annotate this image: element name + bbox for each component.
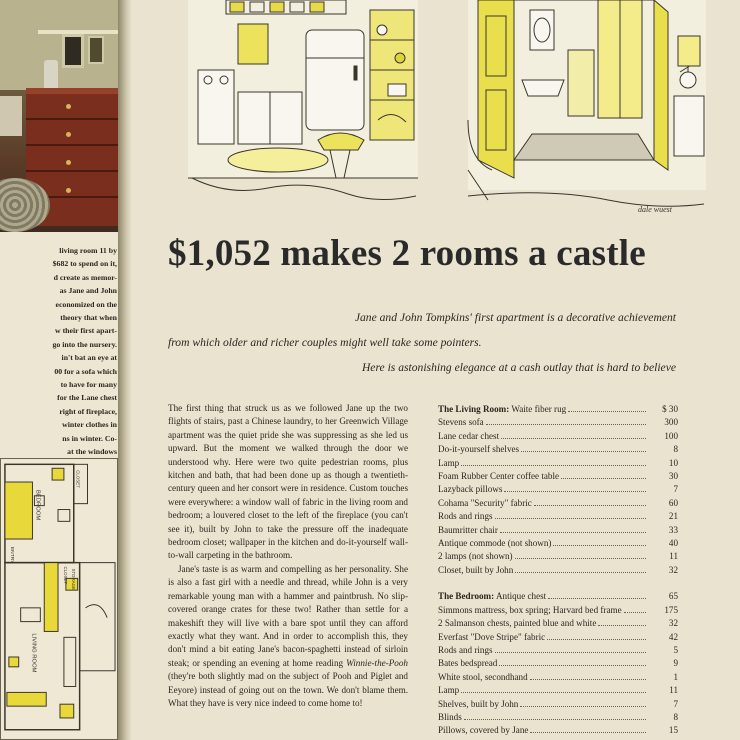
item-label: White stool, secondhand	[438, 671, 528, 682]
item-label: Lane cedar chest	[438, 430, 500, 441]
item-label: Rods and rings	[438, 511, 493, 522]
left-page-text: living room 11 by $682 to spend on it, d create as memor- as Jane and John economized on the theory that when w their first apart- go into the nursery. in't bat an eye at 00 for a sofa which to have for many for the Lane chest right of fireplace, winter clothes in ns in winter. Co- at the windows	[52, 246, 117, 457]
list-item	[438, 550, 678, 563]
list-item	[438, 644, 678, 657]
item-price: 42	[668, 631, 678, 642]
item-label: Baumritter chair	[438, 524, 498, 535]
item-price: 33	[668, 524, 678, 535]
floor-plan	[0, 458, 118, 740]
list-item	[438, 604, 678, 617]
item-label: Foam Rubber Center coffee table	[438, 471, 560, 482]
item-label: Blinds	[438, 711, 462, 722]
item-price: 60	[668, 497, 678, 508]
item-label: Lamp	[438, 457, 460, 468]
bedroom-photo	[0, 0, 122, 232]
section-heading-bedroom: The Bedroom:	[438, 591, 495, 602]
left-page	[0, 0, 122, 740]
list-item: The Bedroom: Antique chest 65	[438, 591, 678, 602]
item-price: 32	[668, 564, 678, 575]
section-heading-living-room: The Living Room:	[438, 404, 510, 414]
item-label: Rods and rings	[438, 644, 493, 655]
item-label: Stevens sofa	[438, 417, 484, 428]
item-label: Pillows, covered by Jane	[438, 725, 529, 736]
item-price: 5	[673, 644, 678, 655]
item-price: 21	[668, 511, 678, 522]
list-item	[438, 564, 678, 577]
list-item	[438, 711, 678, 724]
list-item	[438, 684, 678, 697]
item-price: 8	[673, 444, 678, 455]
apartment-illustration	[168, 0, 708, 218]
item-label: Lamp	[438, 685, 460, 696]
item-price: 7	[673, 484, 678, 495]
list-item	[438, 457, 678, 470]
list-item	[438, 671, 678, 684]
item-price: 32	[668, 618, 678, 629]
item-label: 2 Salmanson chests, painted blue and white	[438, 618, 597, 629]
list-item	[438, 657, 678, 670]
page-title: $1,052 makes 2 rooms a castle	[168, 233, 646, 274]
floor-plan-label-closet-2: CLOSET	[62, 566, 68, 585]
item-label: Everfast "Dove Stripe" fabric	[438, 631, 546, 642]
item-label: 2 lamps (not shown)	[438, 551, 513, 562]
item-label: Do-it-yourself shelves	[438, 444, 520, 455]
item-price: 1	[673, 671, 678, 682]
list-item	[438, 443, 678, 456]
item-label: Bates bedspread	[438, 658, 498, 669]
item-label: Shelves, built by John	[438, 698, 519, 709]
item-price: 40	[668, 538, 678, 549]
list-item	[438, 524, 678, 537]
item-price: 7	[673, 698, 678, 709]
item-label: Closet, built by John	[438, 564, 514, 575]
deck-line-3: Here is astonishing elegance at a cash outlay that is hard to believe	[361, 361, 676, 374]
list-item	[438, 416, 678, 429]
floor-plan-label-bedroom: BEDROOM	[34, 489, 41, 521]
list-item	[438, 470, 678, 483]
item-price: 100	[664, 430, 678, 441]
article-deck	[168, 305, 676, 380]
right-page	[132, 0, 740, 740]
book-title: Winnie-the-Pooh	[346, 657, 408, 668]
item-label: Cohama "Security" fabric	[438, 497, 532, 508]
item-price: 300	[664, 417, 678, 428]
deck-line-2: from which older and richer couples might well take some pointers.	[168, 336, 482, 349]
item-price: 9	[673, 658, 678, 669]
item-price: 15	[668, 725, 678, 736]
floor-plan-label-entry: ENTRY	[8, 546, 14, 564]
item-price: 175	[664, 604, 678, 615]
list-item	[438, 617, 678, 630]
item-price: 30	[668, 471, 678, 482]
list-item: The Living Room: Waite fiber rug $ 30	[438, 404, 678, 414]
body-paragraph-2: Jane's taste is as warm and compelling as her personality. She is also a fast girl with a needle and thread, while John is a very remarkable young man with a hammer and paintbrush. No slip-covered orange crates for these two! Rather than settle for a makeshift they will live with a bare spot until they can afford exactly what they want. And in order to accomplish this, they don't mind a bit eating Jane's bacon-spaghetti instead of sirloin steak; or spending an evening at home reading Winnie-the-Pooh (they're both slightly mad on the subject of Pooh and Piglet and Eeyore) instead of going out on the town. We don't blame them. What they have is very nice indeed to come home to!	[168, 563, 408, 708]
list-item	[438, 497, 678, 510]
list-item	[438, 483, 678, 496]
item-price: 10	[668, 457, 678, 468]
item-label: Antique commode (not shown)	[438, 538, 552, 549]
item-label: Simmons mattress, box spring; Harvard bed frame	[438, 604, 622, 615]
list-item	[438, 510, 678, 523]
price-list	[438, 403, 678, 738]
list-item	[438, 724, 678, 737]
item-price: 8	[673, 711, 678, 722]
page-gutter	[118, 0, 132, 740]
list-item	[438, 631, 678, 644]
deck-line-1: Jane and John Tompkins' first apartment is a decorative achievement	[354, 311, 676, 324]
body-paragraph-1: The first thing that struck us as we followed Jane up the two flights of stairs, past a Chinese laundry, to her Greenwich Village apartment was the quiet pride she was suppressing as she led us upward. But the moment we walked through the door we understood why. Here were two quite pedestrian rooms, plus kitchen and bath, that had been done up as though a twentieth-century queen and her consort were in residence. Custom touches were everywhere: a window wall of fabric in the living room and bedroom; a louvered closet to the left of the fireplace (you can't see it), built by John to take the pressure off the inadequate bedroom closet; wallpaper in the kitchen and do-it-yourself wall-to-wall carpeting in the bathroom.	[168, 403, 408, 561]
item-price: 11	[669, 685, 678, 696]
item-price: 11	[669, 551, 678, 562]
floor-plan-label-storage: STORAGE	[70, 568, 76, 590]
illustrator-signature: dale wuest	[638, 205, 672, 214]
list-item	[438, 698, 678, 711]
floor-plan-label-closet: CLOSET	[75, 470, 81, 488]
list-item	[438, 430, 678, 443]
floor-plan-label-living-room: LIVING ROOM	[30, 633, 37, 673]
article-body	[168, 402, 408, 710]
item-label: Lazyback pillows	[438, 484, 503, 495]
list-item	[438, 537, 678, 550]
